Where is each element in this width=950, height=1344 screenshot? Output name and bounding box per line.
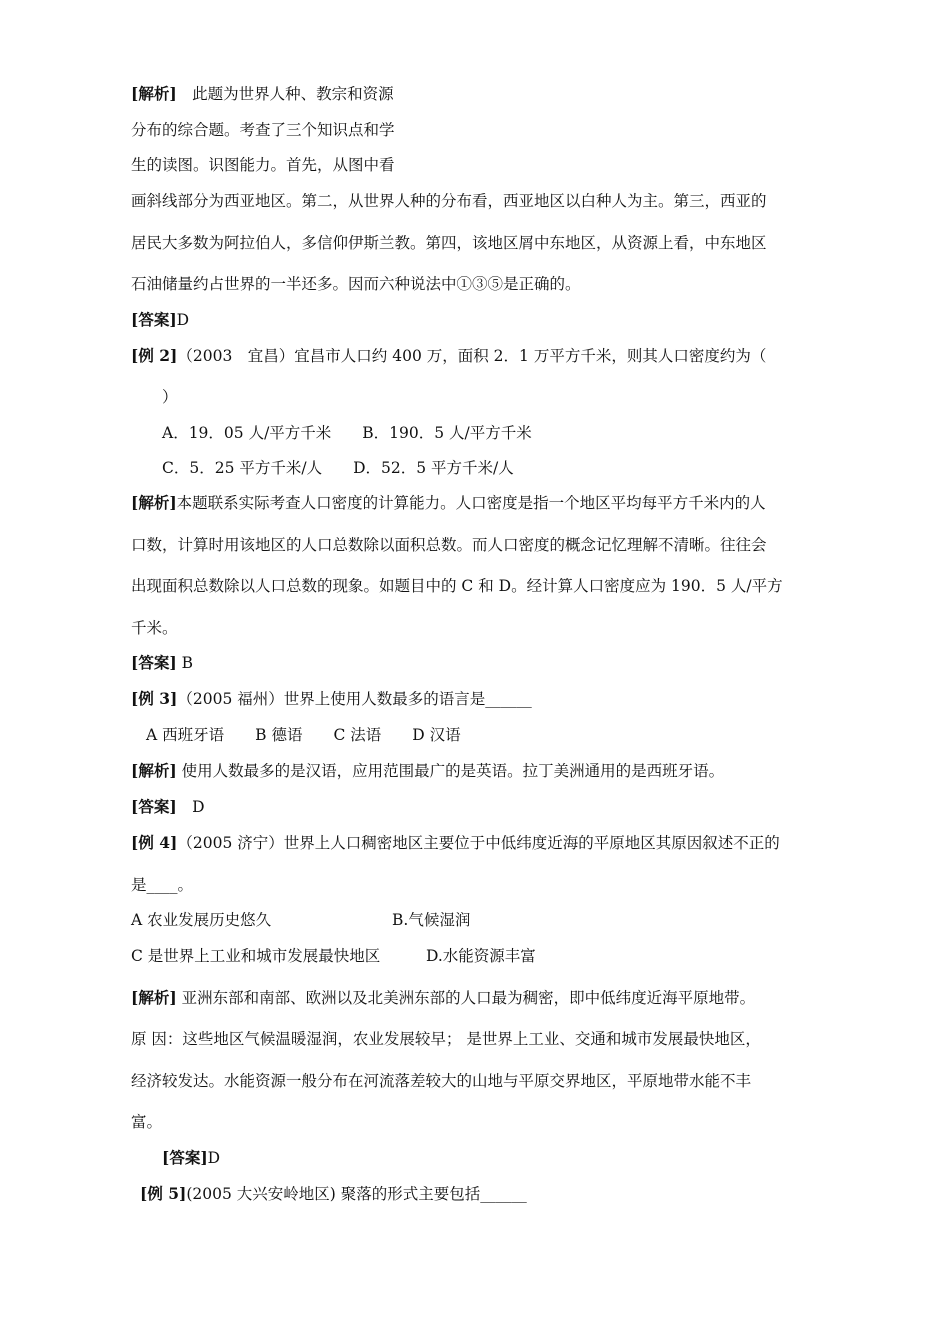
example-4-option-d: D.水能资源丰富 — [426, 947, 536, 965]
analysis-tag: [解析] — [131, 761, 177, 780]
answer-value: D — [207, 1149, 221, 1167]
example-tag: [例 2] — [131, 346, 178, 365]
analysis-1-line-3: 生的读图。识图能力。首先，从图中看 — [131, 156, 395, 174]
analysis-1-line-5: 居民大多数为阿拉伯人，多信仰伊斯兰教。第四，该地区屑中东地区，从资源上看，中东地区 — [131, 234, 767, 252]
analysis-1-line-2: 分布的综合题。考查了三个知识点和学 — [131, 121, 395, 139]
analysis-2-line-3: 出现面积总数除以人口总数的现象。如题目中的 C 和 D。经计算人口密度应为 190．5 人/平方 — [131, 577, 783, 595]
analysis-1-line-1 — [131, 84, 394, 104]
analysis-4-line-2: 原 因：这些地区气候温暖湿润，农业发展较早； 是世界上工业、交通和城市发展最快地区， — [131, 1030, 761, 1048]
analysis-1-line-6: 石油储量约占世界的一半还多。因而六种说法中①③⑤是正确的。 — [131, 275, 581, 293]
answer-1 — [131, 310, 189, 330]
example-tag: [例 3] — [131, 689, 178, 708]
answer-value: D — [176, 311, 190, 329]
analysis-text: 亚洲东部和南部、欧洲以及北美洲东部的人口最为稠密，即中低纬度近海平原地带。 — [176, 989, 756, 1007]
analysis-text: 此题为世界人种、教宗和资源 — [176, 85, 394, 103]
analysis-tag: [解析] — [131, 493, 177, 512]
example-5-question — [140, 1184, 527, 1204]
example-2-question — [131, 346, 766, 366]
example-text: (2005 大兴安岭地区) 聚落的形式主要包括______ — [186, 1185, 527, 1203]
answer-4 — [162, 1148, 220, 1168]
analysis-tag: [解析] — [131, 84, 177, 103]
example-2-options-1: A．19．05 人/平方千米 B．190．5 人/平方千米 — [162, 424, 532, 442]
example-tag: [例 5] — [140, 1184, 187, 1203]
analysis-text: 本题联系实际考查人口密度的计算能力。人口密度是指一个地区平均每平方千米内的人 — [176, 494, 766, 512]
example-4-option-a: A 农业发展历史悠久 — [131, 911, 272, 929]
answer-value: B — [176, 654, 193, 672]
analysis-2-line-4: 千米。 — [131, 619, 178, 637]
example-4-question — [131, 833, 780, 853]
analysis-2-line-2: 口数，计算时用该地区的人口总数除以面积总数。而人口密度的概念记忆理解不清晰。往往会 — [131, 536, 767, 554]
answer-value: D — [176, 798, 205, 816]
example-3-options: A 西班牙语 B 德语 C 法语 D 汉语 — [146, 726, 461, 744]
example-2-question-end: ） — [162, 388, 178, 406]
analysis-tag: [解析] — [131, 988, 177, 1007]
answer-3 — [131, 797, 205, 817]
example-text: （2005 济宁）世界上人口稠密地区主要位于中低纬度近海的平原地区其原因叙述不正的 — [177, 834, 780, 852]
answer-2 — [131, 653, 193, 673]
analysis-1-line-4: 画斜线部分为西亚地区。第二，从世界人种的分布看，西亚地区以白种人为主。第三，西亚的 — [131, 192, 767, 210]
answer-tag: [答案] — [162, 1148, 208, 1167]
example-4-question-end: 是____。 — [131, 876, 194, 894]
example-3-question — [131, 689, 532, 709]
example-text: （2003 宜昌）宜昌市人口约 400 万，面积 2．1 万平方千米，则其人口密度约为（ — [177, 347, 767, 365]
analysis-4-line-1 — [131, 988, 755, 1008]
answer-tag: [答案] — [131, 653, 177, 672]
answer-tag: [答案] — [131, 797, 177, 816]
example-4-option-c: C 是世界上工业和城市发展最快地区 — [131, 947, 381, 965]
analysis-2-line-1 — [131, 493, 766, 513]
answer-tag: [答案] — [131, 310, 177, 329]
analysis-4-line-4: 富。 — [131, 1113, 163, 1131]
analysis-4-line-3: 经济较发达。水能资源一般分布在河流落差较大的山地与平原交界地区，平原地带水能不丰 — [131, 1072, 752, 1090]
example-tag: [例 4] — [131, 833, 178, 852]
example-text: （2005 福州）世界上使用人数最多的语言是______ — [177, 690, 532, 708]
analysis-3 — [131, 761, 724, 781]
analysis-text: 使用人数最多的是汉语，应用范围最广的是英语。拉丁美洲通用的是西班牙语。 — [176, 762, 725, 780]
example-2-options-2: C．5．25 平方千米/人 D．52．5 平方千米/人 — [162, 459, 514, 477]
example-4-option-b: B.气候湿润 — [392, 911, 471, 929]
